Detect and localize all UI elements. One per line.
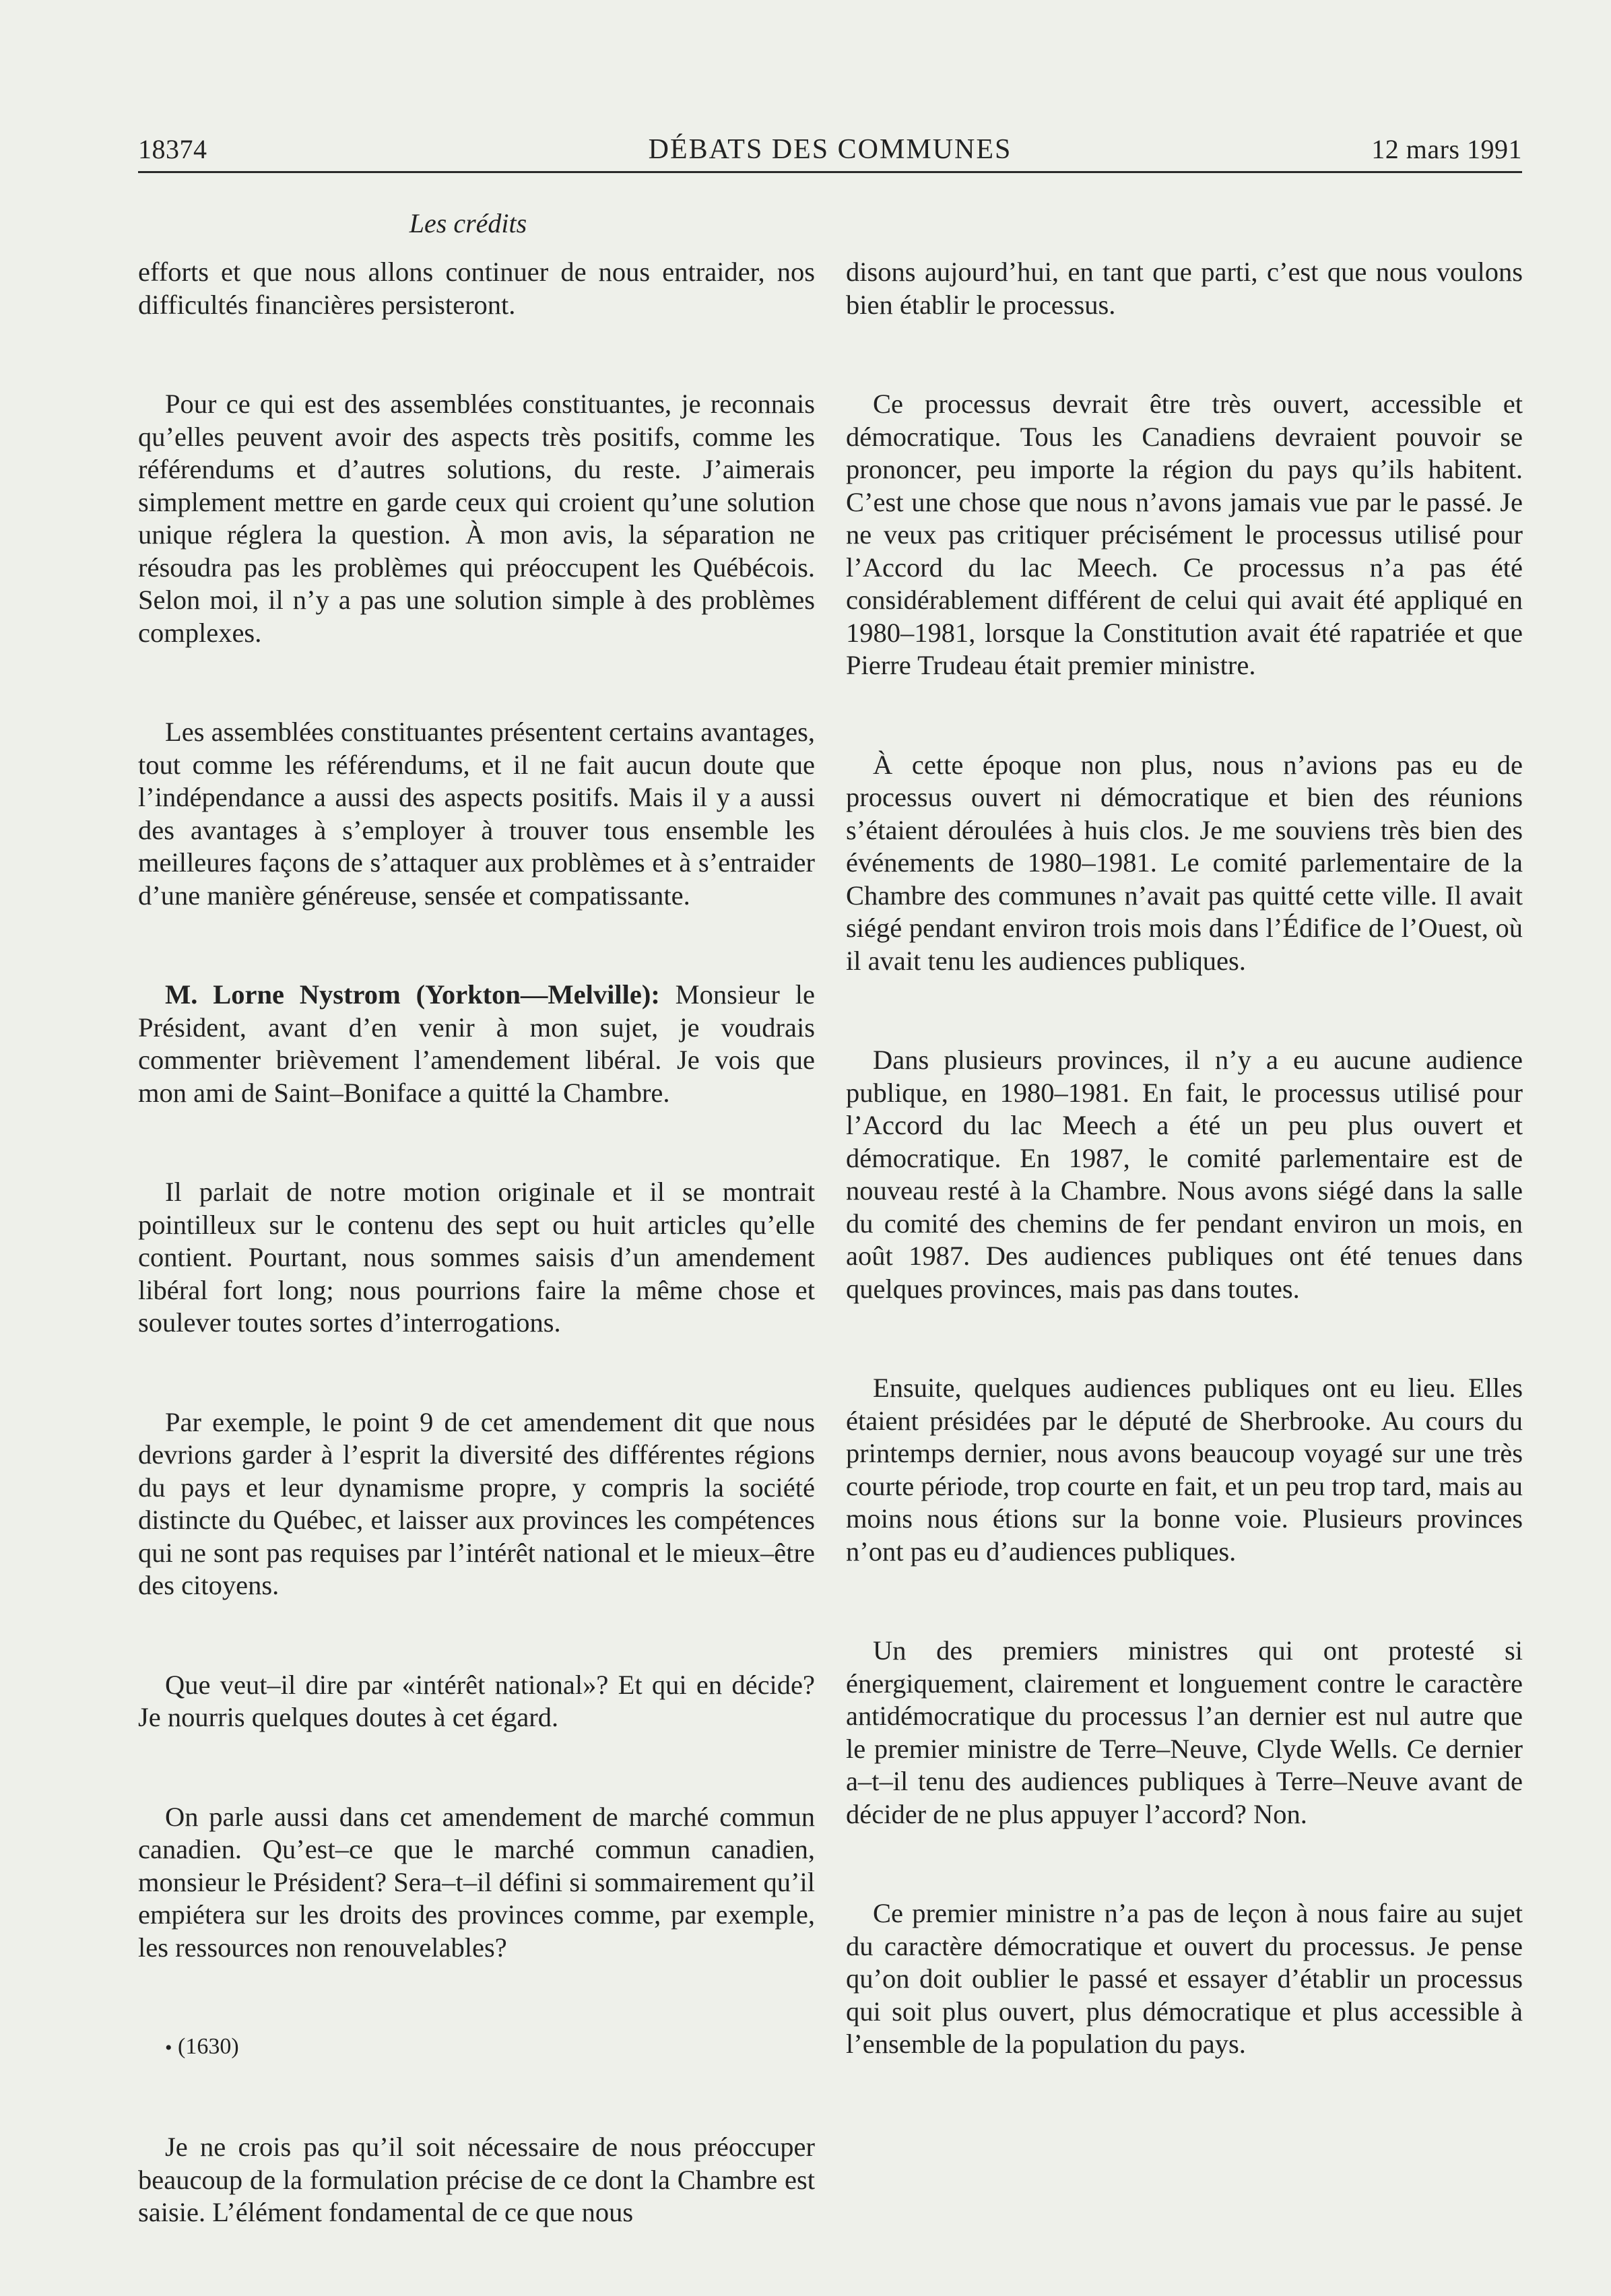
- paragraph: On parle aussi dans cet amendement de marché commun canadien. Qu’est–ce que le marché commun canadien, monsieur le Président? Sera–t–il défini si sommairement qu’il empiétera sur les droits des provinces comme, par exemple, les ressources non renouvelables?: [138, 1801, 815, 1963]
- publication-date: 12 mars 1991: [1371, 134, 1522, 164]
- paragraph: Ce premier ministre n’a pas de leçon à nous faire au sujet du caractère démocratique et ouvert du processus. Je pense qu’on doit oublier le passé et essayer d’établir un processus qui soit plus ouvert, plus démocratique et plus accessible à l’ensemble de la population du pays.: [846, 1898, 1523, 2059]
- page-header: [138, 133, 1522, 174]
- paragraph: Pour ce qui est des assemblées constituantes, je reconnais qu’elles peuvent avoir des aspects très positifs, comme les référendums et d’autres solutions, du reste. J’aimerais simplement mettre en garde ceux qui croient qu’une solution unique réglera la question. À mon avis, la séparation ne résoudra pas les problèmes qui préoccupent les Québécois. Selon moi, il n’y a pas une solution simple à des problèmes complexes.: [138, 389, 815, 648]
- paragraph: Il parlait de notre motion originale et il se montrait pointilleux sur le contenu des sept ou huit articles qu’elle contient. Pourtant, nous sommes saisis d’un amendement libéral fort long; nous pourrions faire la même chose et soulever toutes sortes d’interrogations.: [138, 1177, 815, 1338]
- paragraph: Ensuite, quelques audiences publiques ont eu lieu. Elles étaient présidées par le député de Sherbrooke. Au cours du printemps dernier, nous avons beaucoup voyagé sur une très courte période, trop courte en fait, et un peu trop tard, mais au moins nous étions sur la bonne voie. Plusieurs provinces n’ont pas eu d’audiences publiques.: [846, 1373, 1523, 1567]
- paragraph: Un des premiers ministres qui ont protesté si énergiquement, clairement et longuement contre le caractère antidémocratique du processus l’an dernier est nul autre que le premier ministre de Terre–Neuve, Clyde Wells. Ce dernier a–t–il tenu des audiences publiques à Terre–Neuve avant de décider de ne plus appuyer l’accord? Non.: [846, 1635, 1523, 1829]
- right-column: [846, 256, 1523, 2128]
- journal-title: DÉBATS DES COMMUNES: [648, 134, 1012, 165]
- paragraph: disons aujourd’hui, en tant que parti, c’est que nous voulons bien établir le processus.: [846, 257, 1523, 320]
- page-number: 18374: [138, 134, 207, 164]
- left-column: [138, 256, 815, 2296]
- paragraph: Les assemblées constituantes présentent certains avantages, tout comme les référendums, et il ne fait aucun doute que l’indépendance a aussi des aspects positifs. Mais il y a aussi des avantages à s’employer à trouver tous ensemble les meilleures façons de s’attaquer aux problèmes et à s’entraider d’une manière généreuse, sensée et compatissante.: [138, 717, 815, 911]
- paragraph: Dans plusieurs provinces, il n’y a eu aucune audience publique, en 1980–1981. En fait, le processus utilisé pour l’Accord du lac Meech a été un peu plus ouvert et démocratique. En 1987, le comité parlementaire est de nouveau resté à la Chambre. Nous avons siégé dans la salle du comité des chemins de fer pendant environ un mois, en août 1987. Des audiences publiques ont été tenues dans quelques provinces, mais pas dans toutes.: [846, 1045, 1523, 1304]
- section-title: Les crédits: [409, 208, 527, 238]
- paragraph: Que veut–il dire par «intérêt national»? Et qui en décide? Je nourris quelques doutes à cet égard.: [138, 1669, 815, 1732]
- time-marker: [138, 2031, 815, 2064]
- speaker-text: Monsieur le Président, avant d’en venir à mon sujet, je voudrais commenter brièvement l’amendement libéral. Je vois que mon ami de Saint–Boniface a quitté la Chambre.: [138, 979, 815, 1108]
- paragraph: Je ne crois pas qu’il soit nécessaire de nous préoccuper beaucoup de la formulation précise de ce dont la Chambre est saisie. L’élément fondamental de ce que nous: [138, 2132, 815, 2228]
- paragraph: efforts et que nous allons continuer de nous entraider, nos difficultés financières persisteront.: [138, 257, 815, 320]
- paragraph: Ce processus devrait être très ouvert, accessible et démocratique. Tous les Canadiens devraient pouvoir se prononcer, peu importe la région du pays qu’ils habitent. C’est une chose que nous n’avons jamais vue par le passé. Je ne veux pas critiquer précisément le processus utilisé pour l’Accord du lac Meech. Ce processus n’a pas été considérablement différent de celui qui avait été appliqué en 1980–1981, lorsque la Constitution avait été rapatriée et que Pierre Trudeau était premier ministre.: [846, 389, 1523, 680]
- paragraph: Par exemple, le point 9 de cet amendement dit que nous devrions garder à l’esprit la diversité des différentes régions du pays et leur dynamisme propre, y compris la société distincte du Québec, et laisser aux provinces les compétences qui ne sont pas requises par l’intérêt national et le mieux–être des citoyens.: [138, 1406, 815, 1600]
- bullet-icon: •: [165, 2036, 172, 2059]
- speaker-name: M. Lorne Nystrom (Yorkton—Melville):: [165, 979, 660, 1010]
- time-marker-text: (1630): [178, 2034, 239, 2059]
- header-rule: [138, 171, 1522, 173]
- paragraph: À cette époque non plus, nous n’avions pas eu de processus ouvert ni démocratique et bien des réunions s’étaient déroulées à huis clos. Je me souviens très bien des événements de 1980–1981. Le comité parlementaire de la Chambre des communes n’avait pas quitté cette ville. Il avait siégé pendant environ trois mois dans l’Édifice de l’Ouest, où il avait tenu les audiences publiques.: [846, 749, 1523, 976]
- speaker-paragraph: [138, 979, 815, 1109]
